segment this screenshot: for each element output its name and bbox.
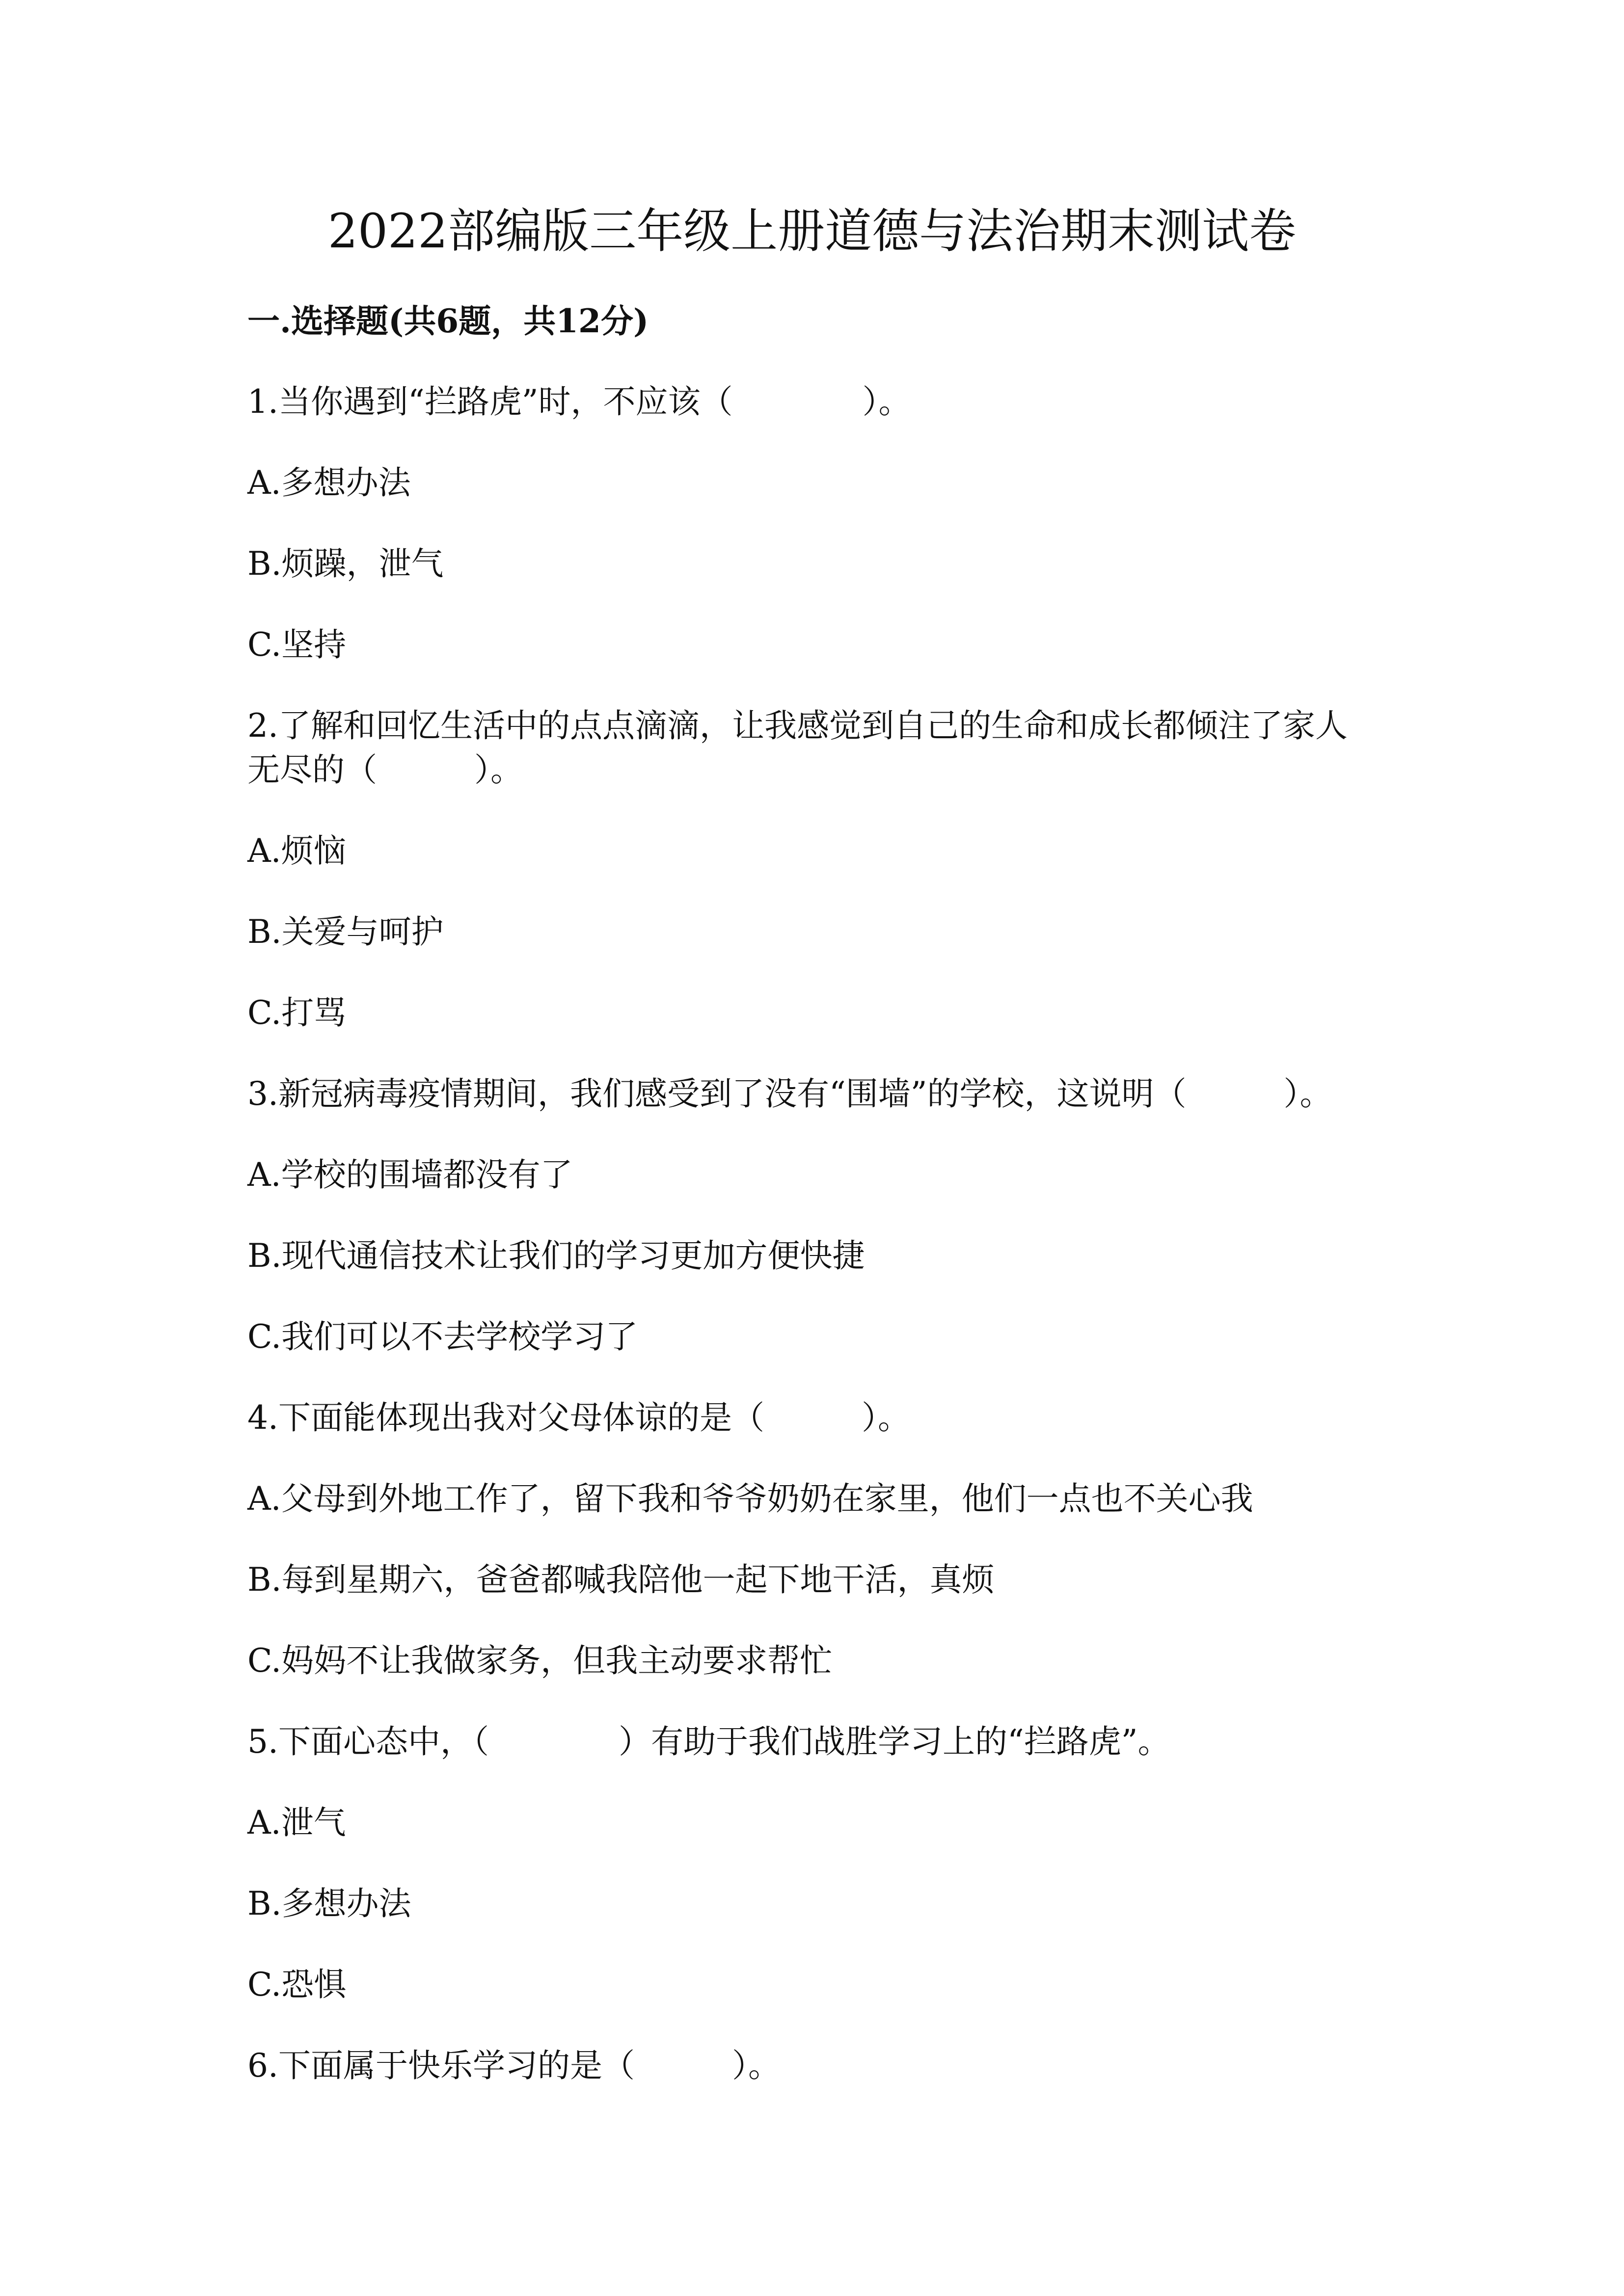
question-5-option-b: B.多想办法: [247, 1885, 411, 1922]
question-4-stem: 4.下面能体现出我对父母体谅的是（ ）。: [247, 1399, 910, 1437]
question-1-option-c: C.坚持: [247, 626, 347, 664]
question-1-option-b: B.烦躁，泄气: [247, 545, 444, 583]
question-5-option-a: A.泄气: [247, 1804, 346, 1842]
question-3-option-c: C.我们可以不去学校学习了: [247, 1318, 638, 1356]
question-2-option-b: B.关爱与呵护: [247, 913, 444, 951]
question-4-option-c: C.妈妈不让我做家务，但我主动要求帮忙: [247, 1642, 833, 1680]
question-1-stem: 1.当你遇到“拦路虎”时，不应该（ ）。: [247, 383, 911, 421]
question-3-stem: 3.新冠病毒疫情期间，我们感受到了没有“围墙”的学校，这说明（ ）。: [247, 1075, 1332, 1113]
question-6-stem: 6.下面属于快乐学习的是（ ）。: [247, 2047, 781, 2084]
question-2-option-c: C.打骂: [247, 994, 347, 1032]
question-4-option-b: B.每到星期六，爸爸都喊我陪他一起下地干活，真烦: [247, 1561, 995, 1599]
section-heading: 一.选择题(共6题，共12分): [247, 302, 649, 340]
question-5-stem: 5.下面心态中，（ ）有助于我们战胜学习上的“拦路虎”。: [247, 1723, 1170, 1761]
question-4-option-a: A.父母到外地工作了，留下我和爷爷奶奶在家里，他们一点也不关心我: [247, 1480, 1253, 1518]
question-3-option-b: B.现代通信技术让我们的学习更加方便快捷: [247, 1237, 865, 1275]
exam-content: [247, 299, 1377, 2125]
question-2-stem: 2.了解和回忆生活中的点点滴滴，让我感觉到自己的生命和成长都倾注了家人无尽的（ ）。: [247, 707, 1348, 789]
question-2-option-a: A.烦恼: [247, 832, 346, 870]
exam-title: 2022部编版三年级上册道德与法治期末测试卷: [327, 204, 1297, 259]
question-5-option-c: C.恐惧: [247, 1966, 347, 2003]
question-3-option-a: A.学校的围墙都没有了: [247, 1156, 573, 1194]
question-1-option-a: A.多想办法: [247, 464, 411, 502]
